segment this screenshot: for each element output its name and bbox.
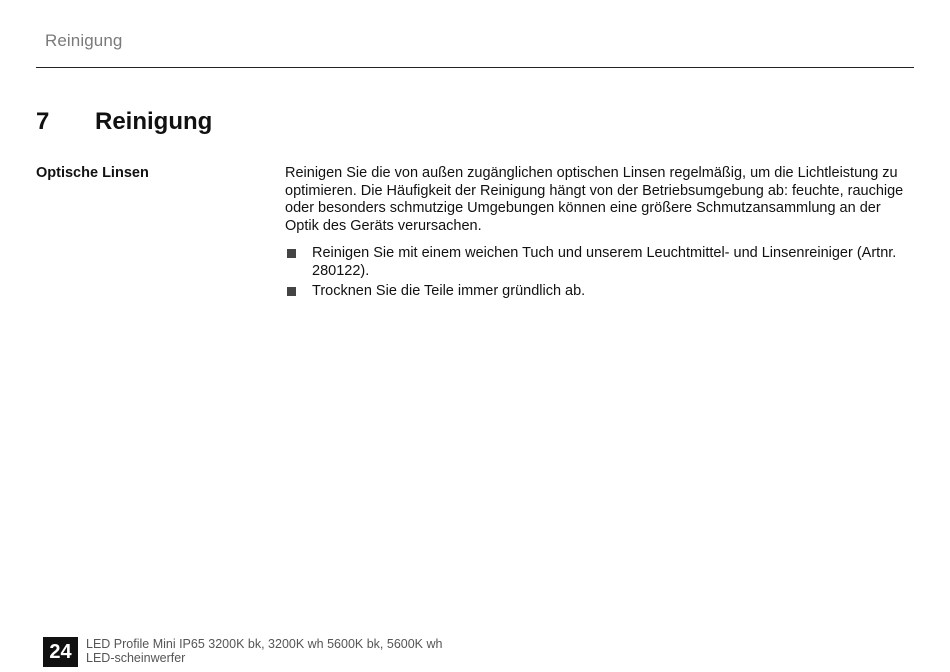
chapter-heading xyxy=(36,108,212,136)
header-rule xyxy=(36,67,914,68)
footer-product-info xyxy=(86,637,506,665)
chapter-title: Reinigung xyxy=(95,108,213,135)
list-item-text: Reinigen Sie mit einem weichen Tuch und unserem Leuchtmittel- und Linsenreiniger (Artnr. 280122). xyxy=(312,245,897,279)
list-item xyxy=(285,245,910,280)
section-label: Optische Linsen xyxy=(36,165,149,181)
square-bullet-icon xyxy=(287,249,296,258)
list-item-text: Trocknen Sie die Teile immer gründlich ab. xyxy=(312,283,586,299)
running-header-title: Reinigung xyxy=(45,31,123,50)
instruction-list xyxy=(285,245,910,301)
section-intro-paragraph: Reinigen Sie die von außen zugänglichen optischen Linsen regelmäßig, um die Lichtleistung zu optimieren. Die Häufigkeit der Reinigung hängt von der Betriebsumgebung ab: feuchte, rauchige oder besonders schmutzige Umgebungen können eine größere Schmutzansammlung an der Optik des Geräts verursachen. xyxy=(285,165,904,234)
section-content xyxy=(285,165,910,304)
footer-product-line: LED Profile Mini IP65 3200K bk, 3200K wh 5600K bk, 5600K wh xyxy=(86,637,443,651)
page-number: 24 xyxy=(43,637,78,667)
chapter-number: 7 xyxy=(36,108,50,135)
footer-product-type: LED-scheinwerfer xyxy=(86,651,186,665)
square-bullet-icon xyxy=(287,287,296,296)
list-item xyxy=(285,283,910,301)
